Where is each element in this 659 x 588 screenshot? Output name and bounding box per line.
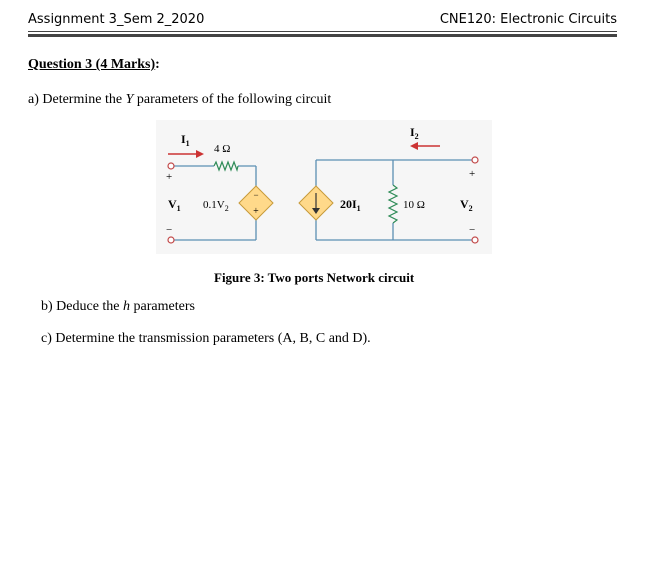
vsource-plus: + bbox=[253, 206, 259, 217]
plus-right: + bbox=[469, 168, 476, 180]
header-course: CNE120: Electronic Circuits bbox=[439, 12, 617, 27]
vsource-minus: − bbox=[253, 190, 259, 200]
minus-right: − bbox=[469, 224, 476, 236]
question-part-c: c) Determine the transmission parameters (A, B, C and D). bbox=[41, 331, 371, 346]
resistor-4ohm bbox=[214, 162, 238, 170]
label-i2: $I_2$ bbox=[410, 125, 419, 141]
page-header bbox=[28, 12, 617, 32]
circuit-diagram bbox=[156, 120, 492, 254]
plus-left: + bbox=[166, 171, 173, 183]
question-part-a: a) Determine the Y parameters of the following circuit bbox=[28, 92, 332, 107]
header-assignment: Assignment 3_Sem 2_2020 bbox=[28, 12, 205, 27]
label-vsource: $0.1V_2$ bbox=[203, 199, 229, 213]
label-v1: $V_1$ bbox=[168, 197, 181, 213]
resistor-10ohm bbox=[389, 185, 397, 223]
minus-left: − bbox=[166, 224, 173, 236]
terminal-right-top bbox=[472, 157, 478, 163]
label-v2: $V_2$ bbox=[460, 197, 473, 213]
header-rule-thin bbox=[28, 31, 617, 32]
question-part-b: b) Deduce the h parameters bbox=[41, 299, 195, 314]
question-title: Question 3 (4 Marks): bbox=[28, 57, 160, 72]
terminal-left-bottom bbox=[168, 237, 174, 243]
figure-caption: Figure 3: Two ports Network circuit bbox=[214, 270, 415, 285]
label-r2: 10 Ω bbox=[403, 199, 425, 211]
terminal-left-top bbox=[168, 163, 174, 169]
terminal-right-bottom bbox=[472, 237, 478, 243]
header-rule-thick bbox=[28, 34, 617, 37]
label-i1: $I_1$ bbox=[181, 132, 190, 148]
circuit-figure bbox=[156, 120, 492, 254]
label-csource: $20I_1$ bbox=[340, 197, 361, 213]
label-r1: 4 Ω bbox=[214, 143, 231, 155]
